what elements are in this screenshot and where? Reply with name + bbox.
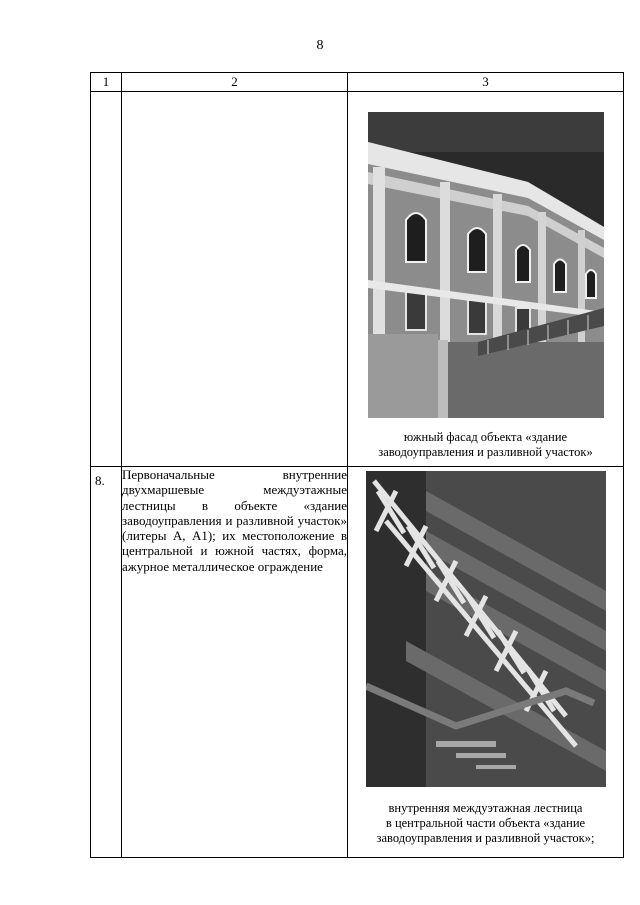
- facade-photo: [368, 112, 604, 418]
- table-header-row: [91, 73, 624, 92]
- table-row: [91, 467, 624, 858]
- caption-line: в центральной части объекта «здание: [385, 816, 586, 830]
- caption-line: заводоуправления и разливной участок»;: [376, 831, 595, 845]
- row-number: [91, 92, 122, 467]
- staircase-photo: [366, 471, 606, 787]
- header-col-2: 2: [122, 73, 348, 92]
- row-description: Первоначальные внутренние двухмаршевые междуэтажные лестницы в объекте «здание заводоуправления и разливной участок» (литеры А, А1); их местоположение в центральной и южной частях, форма, ажурное металлическое ограждение: [122, 467, 348, 858]
- photo-caption: [348, 430, 623, 460]
- header-col-3: 3: [348, 73, 624, 92]
- table-row: [91, 92, 624, 467]
- caption-line: южный фасад объекта «здание: [403, 430, 568, 444]
- row-photo-cell: [348, 467, 624, 858]
- caption-line: заводоуправления и разливной участок»: [378, 445, 593, 459]
- header-col-1: 1: [91, 73, 122, 92]
- row-description: [122, 92, 348, 467]
- photo-caption: [348, 801, 623, 846]
- row-number: 8.: [91, 467, 122, 858]
- caption-line: внутренняя междуэтажная лестница: [388, 801, 583, 815]
- object-table: [90, 72, 624, 858]
- page-number: 8: [316, 38, 324, 53]
- row-photo-cell: [348, 92, 624, 467]
